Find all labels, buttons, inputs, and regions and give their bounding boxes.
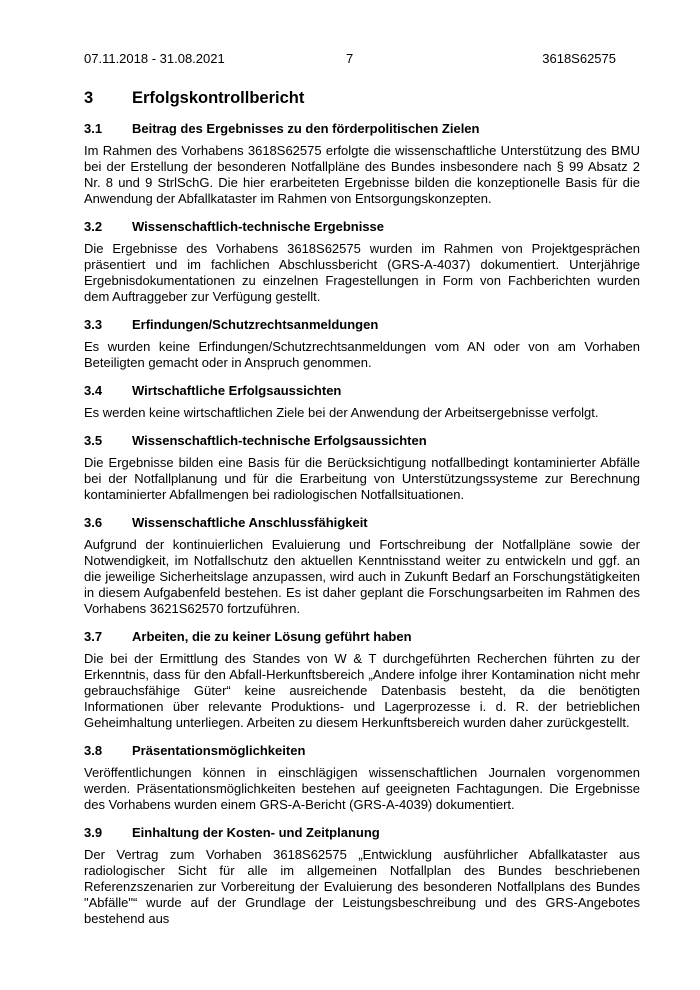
- section-number: 3.3: [84, 317, 103, 332]
- section-paragraph: Aufgrund der kontinuierlichen Evaluierung und Fortschreibung der Notfallpläne sowie der Notwendigkeit, im Notfallschutz den aktuellen Kenntnisstand weiter zu entwickeln und ggf. an die jeweilige Sicherheitslage anzupassen, wird auch in Zukunft Bedarf an Forschungstätigkeiten in diesem Aufgabenfeld bestehen. Es ist daher geplant die Forschungsarbeiten im Rahmen des Vorhabens 3621S62570 fortzuführen.: [84, 537, 640, 616]
- section-number: 3.7: [84, 629, 103, 644]
- page-header: [84, 51, 616, 67]
- page-content: [84, 87, 640, 932]
- section-number: 3.9: [84, 825, 103, 840]
- section-paragraph: Die bei der Ermittlung des Standes von W & T durchgeführten Recherchen führten zu der Erkenntnis, dass für den Abfall-Herkunftsbereich „Andere infolge ihrer Kontamination nicht mehr gebrauchsfähige Güter“ keine ausreichende Datenbasis besteht, da die benötigten Informationen über relevante Produktions- und Lagerprozesse i. d. R. der betrieblichen Geheimhaltung unterliegen. Arbeiten zu diesem Herkunftsbereich wurden daher zurückgestellt.: [84, 651, 640, 730]
- section-title: Beitrag des Ergebnisses zu den förderpolitischen Zielen: [132, 121, 480, 136]
- section-paragraph: Veröffentlichungen können in einschlägigen wissenschaftlichen Journalen vorgenommen werden. Präsentationsmöglichkeiten bestehen auf geeigneten Fachtagungen. Die Ergebnisse des Vorhabens wurden einem GRS-A-Bericht (GRS-A-4039) dokumentiert.: [84, 765, 640, 812]
- section-heading: [84, 316, 640, 334]
- section-title: Präsentationsmöglichkeiten: [132, 743, 306, 758]
- section-heading: [84, 120, 640, 138]
- section-heading: [84, 514, 640, 532]
- section-heading: [84, 432, 640, 450]
- section-paragraph: Es wurden keine Erfindungen/Schutzrechtsanmeldungen vom AN oder von am Vorhaben Beteiligten gemacht oder in Anspruch genommen.: [84, 339, 640, 370]
- section-heading: [84, 742, 640, 760]
- page-number: 7: [346, 51, 354, 66]
- section-title: Erfindungen/Schutzrechtsanmeldungen: [132, 317, 379, 332]
- section-number: 3.5: [84, 433, 103, 448]
- section-title: Arbeiten, die zu keiner Lösung geführt haben: [132, 629, 412, 644]
- section-title: Wissenschaftliche Anschlussfähigkeit: [132, 515, 368, 530]
- section-heading: [84, 382, 640, 400]
- section-number: 3.6: [84, 515, 103, 530]
- section-paragraph: Der Vertrag zum Vorhaben 3618S62575 „Entwicklung ausführlicher Abfallkataster aus radiologischer Sicht für alle im allgemeinen Notfallplan des Bundes beschriebenen Referenzszenarien zur Vorbereitung der Evaluierung des besonderen Notfallplans des Bundes "Abfälle"“ wurde auf der Grundlage der Leistungsbeschreibung und des GRS-Angebotes bestehend aus: [84, 847, 640, 926]
- header-date-range: 07.11.2018 - 31.08.2021: [84, 51, 225, 66]
- section-title: Wissenschaftlich-technische Ergebnisse: [132, 219, 385, 234]
- section-heading: [84, 218, 640, 236]
- section-title: Wissenschaftlich-technische Erfolgsaussichten: [132, 433, 427, 448]
- section-paragraph: Im Rahmen des Vorhabens 3618S62575 erfolgte die wissenschaftliche Unterstützung des BMU bei der Erstellung der besonderen Notfallpläne des Bundes insbesondere nach § 99 Absatz 2 Nr. 8 und 9 StrlSchG. Die hier erarbeiteten Ergebnisse bilden die konzeptionelle Basis für die Anwendung der Abfallkataster im Rahmen von Entsorgungskonzepten.: [84, 143, 640, 206]
- section-title: Einhaltung der Kosten- und Zeitplanung: [132, 825, 380, 840]
- section-number: 3.8: [84, 743, 103, 758]
- section-number: 3.1: [84, 121, 103, 136]
- section-number: 3.4: [84, 383, 103, 398]
- section-paragraph: Es werden keine wirtschaftlichen Ziele bei der Anwendung der Arbeitsergebnisse verfolgt.: [84, 405, 599, 420]
- section-paragraph: Die Ergebnisse des Vorhabens 3618S62575 wurden im Rahmen von Projektgesprächen präsentiert und im fachlichen Abschlussbericht (GRS-A-4037) dokumentiert. Unterjährige Ergebnisdokumentationen zu einzelnen Fragestellungen in Form von Fachberichten wurden dem Auftraggeber zur Verfügung gestellt.: [84, 241, 640, 304]
- section-heading: [84, 824, 640, 842]
- chapter-number: 3: [84, 89, 94, 107]
- chapter-title: Erfolgskontrollbericht: [132, 89, 305, 107]
- section-paragraph: Die Ergebnisse bilden eine Basis für die Berücksichtigung notfallbedingt kontaminierter Abfälle bei der Notfallplanung und für die Erarbeitung von Unterstützungssysteme zur Berechnung kontaminierter Abfallmengen bei radiologischen Notfallsituationen.: [84, 455, 640, 502]
- section-heading: [84, 628, 640, 646]
- section-title: Wirtschaftliche Erfolgsaussichten: [132, 383, 342, 398]
- chapter-heading: [84, 87, 640, 109]
- header-project-id: 3618S62575: [542, 51, 616, 66]
- section-number: 3.2: [84, 219, 103, 234]
